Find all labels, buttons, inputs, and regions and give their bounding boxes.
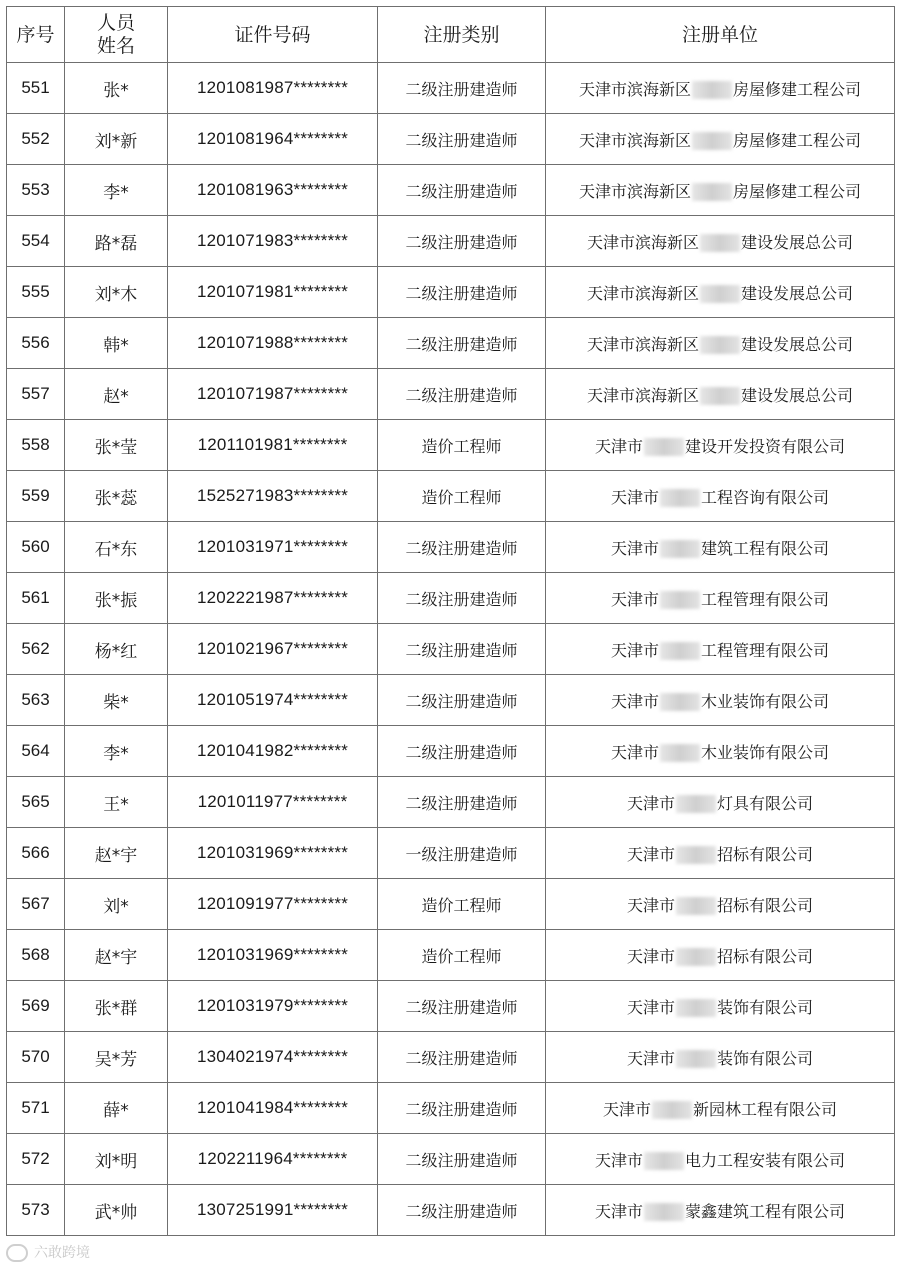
cell-unit — [546, 420, 895, 471]
unit-prefix: 天津市 — [594, 1201, 643, 1221]
cell-name: 李* — [65, 726, 168, 777]
cell-id: 1202221987******** — [168, 573, 378, 624]
unit-suffix: 建设发展总公司 — [741, 385, 854, 405]
cell-id: 1201021967******** — [168, 624, 378, 675]
redaction-blur — [676, 948, 716, 966]
unit-suffix: 木业装饰有限公司 — [701, 742, 830, 762]
redaction-blur — [644, 1152, 684, 1170]
cell-name: 刘*新 — [65, 114, 168, 165]
redaction-blur — [660, 744, 700, 762]
unit-suffix: 房屋修建工程公司 — [733, 181, 862, 201]
cell-category: 二级注册建造师 — [378, 573, 546, 624]
cell-name: 吴*芳 — [65, 1032, 168, 1083]
cell-id: 1201081964******** — [168, 114, 378, 165]
cell-seq: 563 — [7, 675, 65, 726]
redaction-blur — [644, 1203, 684, 1221]
cell-id: 1201041982******** — [168, 726, 378, 777]
registration-table — [6, 6, 895, 1236]
redaction-blur — [660, 693, 700, 711]
unit-suffix: 建筑工程有限公司 — [701, 538, 830, 558]
unit-suffix: 工程管理有限公司 — [701, 589, 830, 609]
unit-suffix: 装饰有限公司 — [717, 1048, 814, 1068]
cell-id: 1201031971******** — [168, 522, 378, 573]
cell-unit — [546, 1083, 895, 1134]
cell-category: 二级注册建造师 — [378, 777, 546, 828]
cell-unit — [546, 624, 895, 675]
redaction-blur — [652, 1101, 692, 1119]
cell-category: 二级注册建造师 — [378, 216, 546, 267]
cell-category: 二级注册建造师 — [378, 318, 546, 369]
redaction-blur — [660, 489, 700, 507]
cell-unit — [546, 1032, 895, 1083]
cell-name: 赵*宇 — [65, 828, 168, 879]
cell-unit — [546, 63, 895, 114]
unit-prefix: 天津市 — [602, 1099, 651, 1119]
cell-category: 二级注册建造师 — [378, 165, 546, 216]
unit-prefix: 天津市 — [626, 1048, 675, 1068]
redaction-blur — [644, 438, 684, 456]
redaction-blur — [676, 846, 716, 864]
cell-seq: 572 — [7, 1134, 65, 1185]
redaction-blur — [692, 81, 732, 99]
unit-prefix: 天津市 — [594, 436, 643, 456]
cell-seq: 567 — [7, 879, 65, 930]
cell-name: 薛* — [65, 1083, 168, 1134]
cell-unit — [546, 879, 895, 930]
table-row — [7, 675, 895, 726]
redaction-blur — [700, 336, 740, 354]
cell-id: 1201081963******** — [168, 165, 378, 216]
unit-prefix: 天津市滨海新区 — [578, 130, 691, 150]
table-row — [7, 318, 895, 369]
cell-name: 杨*红 — [65, 624, 168, 675]
table-row — [7, 114, 895, 165]
unit-suffix: 新园林工程有限公司 — [693, 1099, 838, 1119]
header-unit: 注册单位 — [546, 7, 895, 63]
unit-prefix: 天津市 — [610, 742, 659, 762]
unit-prefix: 天津市 — [610, 487, 659, 507]
cell-id: 1201091977******** — [168, 879, 378, 930]
unit-prefix: 天津市 — [610, 589, 659, 609]
cell-id: 1201031969******** — [168, 930, 378, 981]
cell-unit — [546, 1185, 895, 1236]
cell-category: 造价工程师 — [378, 879, 546, 930]
cell-seq: 551 — [7, 63, 65, 114]
unit-suffix: 蒙鑫建筑工程有限公司 — [685, 1201, 846, 1221]
cell-name: 赵*宇 — [65, 930, 168, 981]
cell-name: 韩* — [65, 318, 168, 369]
cell-category: 二级注册建造师 — [378, 624, 546, 675]
cell-seq: 559 — [7, 471, 65, 522]
cell-unit — [546, 930, 895, 981]
cell-id: 1307251991******** — [168, 1185, 378, 1236]
unit-prefix: 天津市滨海新区 — [578, 79, 691, 99]
cell-category: 二级注册建造师 — [378, 369, 546, 420]
cell-seq: 554 — [7, 216, 65, 267]
unit-prefix: 天津市 — [626, 946, 675, 966]
unit-prefix: 天津市 — [610, 538, 659, 558]
cell-unit — [546, 267, 895, 318]
cell-unit — [546, 114, 895, 165]
redaction-blur — [692, 132, 732, 150]
table-body — [7, 63, 895, 1236]
cell-unit — [546, 522, 895, 573]
cell-seq: 565 — [7, 777, 65, 828]
cell-name: 张*莹 — [65, 420, 168, 471]
table-row — [7, 930, 895, 981]
cell-seq: 573 — [7, 1185, 65, 1236]
cell-unit — [546, 1134, 895, 1185]
cell-category: 二级注册建造师 — [378, 1134, 546, 1185]
table-row — [7, 624, 895, 675]
cell-seq: 569 — [7, 981, 65, 1032]
table-row — [7, 1185, 895, 1236]
cell-category: 二级注册建造师 — [378, 114, 546, 165]
unit-prefix: 天津市 — [626, 997, 675, 1017]
unit-suffix: 建设开发投资有限公司 — [685, 436, 846, 456]
header-seq: 序号 — [7, 7, 65, 63]
table-row — [7, 216, 895, 267]
table-row — [7, 879, 895, 930]
unit-suffix: 灯具有限公司 — [717, 793, 814, 813]
unit-prefix: 天津市 — [626, 895, 675, 915]
cell-id: 1202211964******** — [168, 1134, 378, 1185]
unit-suffix: 房屋修建工程公司 — [733, 79, 862, 99]
cell-category: 二级注册建造师 — [378, 726, 546, 777]
cell-seq: 552 — [7, 114, 65, 165]
table-row — [7, 828, 895, 879]
cell-id: 1201071987******** — [168, 369, 378, 420]
cell-id: 1201051974******** — [168, 675, 378, 726]
unit-prefix: 天津市滨海新区 — [586, 232, 699, 252]
cell-id: 1201031979******** — [168, 981, 378, 1032]
cell-unit — [546, 777, 895, 828]
unit-suffix: 房屋修建工程公司 — [733, 130, 862, 150]
watermark-text: 六敢跨境 — [34, 1245, 90, 1261]
cell-seq: 556 — [7, 318, 65, 369]
header-category: 注册类别 — [378, 7, 546, 63]
redaction-blur — [676, 795, 716, 813]
table-row — [7, 63, 895, 114]
cell-seq: 571 — [7, 1083, 65, 1134]
cell-category: 二级注册建造师 — [378, 267, 546, 318]
watermark-logo-icon — [6, 1244, 28, 1262]
unit-prefix: 天津市 — [594, 1150, 643, 1170]
cell-category: 造价工程师 — [378, 471, 546, 522]
cell-name: 路*磊 — [65, 216, 168, 267]
cell-category: 二级注册建造师 — [378, 1083, 546, 1134]
cell-name: 张*群 — [65, 981, 168, 1032]
cell-category: 二级注册建造师 — [378, 1185, 546, 1236]
cell-seq: 557 — [7, 369, 65, 420]
table-row — [7, 471, 895, 522]
redaction-blur — [700, 387, 740, 405]
unit-prefix: 天津市 — [610, 640, 659, 660]
header-name — [65, 7, 168, 63]
cell-id: 1201011977******** — [168, 777, 378, 828]
unit-suffix: 木业装饰有限公司 — [701, 691, 830, 711]
cell-name: 柴* — [65, 675, 168, 726]
cell-unit — [546, 726, 895, 777]
cell-name: 刘*明 — [65, 1134, 168, 1185]
table-row — [7, 1134, 895, 1185]
cell-category: 造价工程师 — [378, 930, 546, 981]
unit-prefix: 天津市滨海新区 — [586, 385, 699, 405]
cell-seq: 566 — [7, 828, 65, 879]
cell-seq: 555 — [7, 267, 65, 318]
redaction-blur — [676, 1050, 716, 1068]
unit-prefix: 天津市 — [626, 793, 675, 813]
unit-prefix: 天津市滨海新区 — [586, 283, 699, 303]
cell-name: 刘* — [65, 879, 168, 930]
cell-unit — [546, 573, 895, 624]
unit-suffix: 装饰有限公司 — [717, 997, 814, 1017]
redaction-blur — [692, 183, 732, 201]
cell-unit — [546, 828, 895, 879]
header-name-text: 人员姓名 — [96, 11, 135, 57]
table-row — [7, 726, 895, 777]
cell-name: 张* — [65, 63, 168, 114]
cell-id: 1304021974******** — [168, 1032, 378, 1083]
cell-seq: 564 — [7, 726, 65, 777]
cell-unit — [546, 369, 895, 420]
cell-id: 1201071988******** — [168, 318, 378, 369]
table-row — [7, 522, 895, 573]
cell-unit — [546, 471, 895, 522]
table-row — [7, 369, 895, 420]
table-row — [7, 573, 895, 624]
cell-seq: 558 — [7, 420, 65, 471]
table-row — [7, 165, 895, 216]
cell-name: 张*蕊 — [65, 471, 168, 522]
cell-name: 刘*木 — [65, 267, 168, 318]
cell-id: 1201081987******** — [168, 63, 378, 114]
cell-seq: 568 — [7, 930, 65, 981]
redaction-blur — [700, 234, 740, 252]
redaction-blur — [660, 540, 700, 558]
unit-suffix: 建设发展总公司 — [741, 232, 854, 252]
cell-category: 一级注册建造师 — [378, 828, 546, 879]
cell-category: 二级注册建造师 — [378, 63, 546, 114]
table-row — [7, 981, 895, 1032]
cell-name: 王* — [65, 777, 168, 828]
cell-id: 1201031969******** — [168, 828, 378, 879]
unit-prefix: 天津市滨海新区 — [578, 181, 691, 201]
unit-suffix: 建设发展总公司 — [741, 334, 854, 354]
cell-category: 造价工程师 — [378, 420, 546, 471]
cell-name: 李* — [65, 165, 168, 216]
cell-id: 1201071981******** — [168, 267, 378, 318]
table-row — [7, 777, 895, 828]
cell-category: 二级注册建造师 — [378, 981, 546, 1032]
cell-id: 1201101981******** — [168, 420, 378, 471]
cell-name: 赵* — [65, 369, 168, 420]
cell-unit — [546, 165, 895, 216]
table-row — [7, 1032, 895, 1083]
unit-suffix: 招标有限公司 — [717, 895, 814, 915]
cell-unit — [546, 981, 895, 1032]
unit-prefix: 天津市 — [626, 844, 675, 864]
redaction-blur — [660, 591, 700, 609]
unit-suffix: 招标有限公司 — [717, 946, 814, 966]
cell-category: 二级注册建造师 — [378, 522, 546, 573]
redaction-blur — [676, 897, 716, 915]
table-row — [7, 1083, 895, 1134]
cell-id: 1525271983******** — [168, 471, 378, 522]
cell-name: 石*东 — [65, 522, 168, 573]
unit-suffix: 工程咨询有限公司 — [701, 487, 830, 507]
redaction-blur — [700, 285, 740, 303]
cell-category: 二级注册建造师 — [378, 675, 546, 726]
cell-unit — [546, 675, 895, 726]
unit-suffix: 建设发展总公司 — [741, 283, 854, 303]
unit-suffix: 招标有限公司 — [717, 844, 814, 864]
cell-seq: 570 — [7, 1032, 65, 1083]
unit-prefix: 天津市 — [610, 691, 659, 711]
cell-name: 武*帅 — [65, 1185, 168, 1236]
table-row — [7, 267, 895, 318]
table-row — [7, 420, 895, 471]
redaction-blur — [660, 642, 700, 660]
cell-seq: 553 — [7, 165, 65, 216]
cell-seq: 561 — [7, 573, 65, 624]
cell-unit — [546, 318, 895, 369]
redaction-blur — [676, 999, 716, 1017]
header-id: 证件号码 — [168, 7, 378, 63]
cell-unit — [546, 216, 895, 267]
cell-seq: 562 — [7, 624, 65, 675]
cell-category: 二级注册建造师 — [378, 1032, 546, 1083]
cell-name: 张*振 — [65, 573, 168, 624]
cell-id: 1201071983******** — [168, 216, 378, 267]
watermark — [6, 1242, 90, 1262]
unit-suffix: 工程管理有限公司 — [701, 640, 830, 660]
unit-prefix: 天津市滨海新区 — [586, 334, 699, 354]
cell-id: 1201041984******** — [168, 1083, 378, 1134]
unit-suffix: 电力工程安装有限公司 — [685, 1150, 846, 1170]
cell-seq: 560 — [7, 522, 65, 573]
table-header-row — [7, 7, 895, 63]
